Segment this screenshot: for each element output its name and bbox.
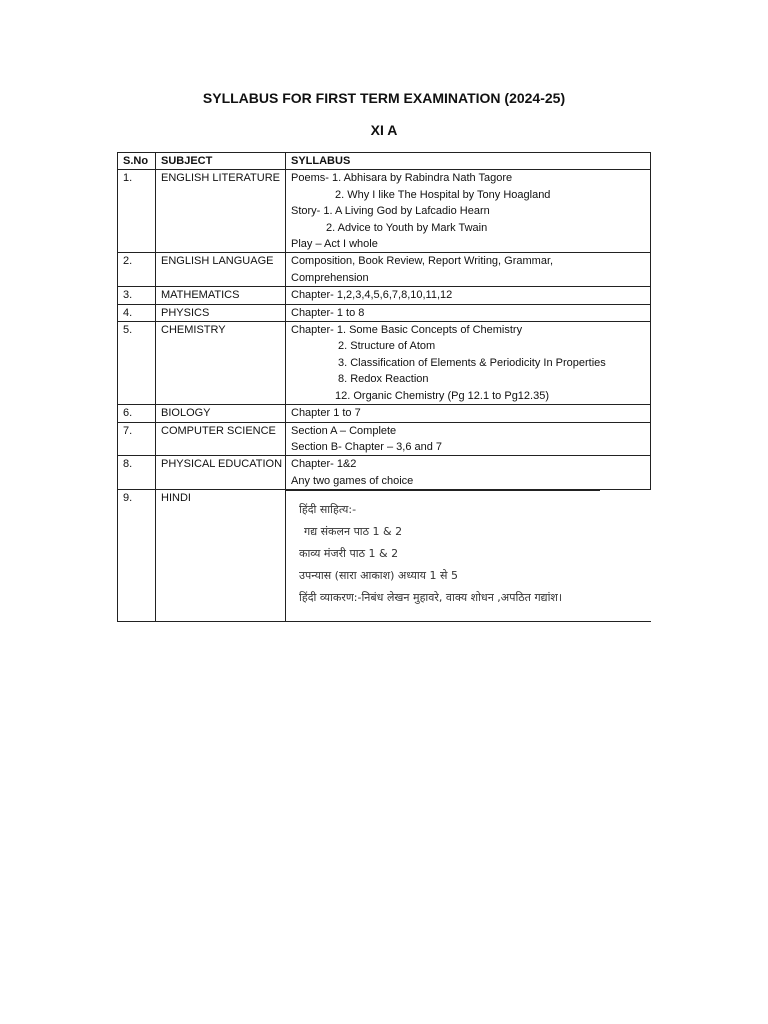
row-syllabus (286, 170, 651, 253)
row-syllabus (286, 405, 651, 422)
row-subject: CHEMISTRY (156, 322, 286, 405)
header-sno: S.No (118, 153, 156, 170)
row-syllabus (286, 304, 651, 321)
row-subject: PHYSICS (156, 304, 286, 321)
row-subject: MATHEMATICS (156, 287, 286, 304)
syllabus-line: हिंदी व्याकरण:-निबंध लेखन मुहावरे, वाक्य शोधन ,अपठित गद्यांश। (299, 591, 563, 605)
table-row (118, 253, 651, 287)
row-subject: COMPUTER SCIENCE (156, 422, 286, 456)
syllabus-line: Comprehension (291, 271, 369, 284)
table-row (118, 287, 651, 304)
syllabus-line: Section A – Complete (291, 424, 397, 437)
row-subject: ENGLISH LITERATURE (156, 170, 286, 253)
row-sno: 8. (118, 456, 156, 490)
syllabus-line: उपन्यास (सारा आकाश) अध्याय 1 से 5 (299, 569, 458, 583)
table-row (118, 322, 651, 405)
row-sno: 3. (118, 287, 156, 304)
syllabus-line: 3. Classification of Elements & Periodicity In Properties (338, 356, 606, 369)
syllabus-line: काव्य मंजरी पाठ 1 & 2 (299, 547, 399, 561)
row-sno: 1. (118, 170, 156, 253)
table-row (118, 170, 651, 253)
row-sno: 6. (118, 405, 156, 422)
syllabus-table (117, 152, 651, 622)
row-sno: 4. (118, 304, 156, 321)
row-subject: ENGLISH LANGUAGE (156, 253, 286, 287)
row-sno: 7. (118, 422, 156, 456)
row-sno: 9. (118, 490, 156, 622)
row-syllabus (286, 287, 651, 304)
row-syllabus (286, 456, 651, 490)
table-header-row (118, 153, 651, 170)
row-syllabus (286, 253, 651, 287)
table-row (118, 456, 651, 490)
table-row (118, 490, 651, 622)
syllabus-line: 2. Advice to Youth by Mark Twain (326, 221, 488, 234)
syllabus-line: 8. Redox Reaction (338, 373, 429, 386)
row-syllabus (286, 422, 651, 456)
header-syllabus: SYLLABUS (286, 153, 651, 170)
syllabus-line: 12. Organic Chemistry (Pg 12.1 to Pg12.35) (335, 389, 549, 402)
syllabus-line: Chapter 1 to 7 (291, 407, 361, 420)
row-subject: HINDI (156, 490, 286, 622)
header-subject: SUBJECT (156, 153, 286, 170)
class-heading: XI A (370, 122, 398, 138)
syllabus-line: गद्य संकलन पाठ 1 & 2 (304, 525, 403, 539)
syllabus-line: Chapter- 1. Some Basic Concepts of Chemistry (291, 324, 523, 337)
table-row (118, 405, 651, 422)
table-row (118, 304, 651, 321)
row-subject: PHYSICAL EDUCATION (156, 456, 286, 490)
syllabus-line: Section B- Chapter – 3,6 and 7 (291, 440, 443, 453)
syllabus-line: Composition, Book Review, Report Writing, Grammar, (291, 255, 554, 268)
document-title: SYLLABUS FOR FIRST TERM EXAMINATION (2024-25) (202, 90, 566, 106)
syllabus-line: Chapter- 1 to 8 (291, 306, 365, 319)
syllabus-line: हिंदी साहित्य:- (299, 503, 357, 517)
syllabus-line: Poems- 1. Abhisara by Rabindra Nath Tagore (291, 172, 513, 185)
syllabus-line: Any two games of choice (291, 474, 414, 487)
row-sno: 5. (118, 322, 156, 405)
syllabus-line: Chapter- 1&2 (291, 458, 357, 471)
table-row (118, 422, 651, 456)
row-subject: BIOLOGY (156, 405, 286, 422)
hindi-syllabus-image (286, 490, 600, 621)
syllabus-line: 2. Structure of Atom (338, 340, 436, 353)
syllabus-line: Story- 1. A Living God by Lafcadio Hearn (291, 205, 490, 218)
row-sno: 2. (118, 253, 156, 287)
row-syllabus (286, 490, 651, 622)
syllabus-line: 2. Why I like The Hospital by Tony Hoagland (335, 188, 551, 201)
row-syllabus (286, 322, 651, 405)
syllabus-line: Play – Act I whole (291, 238, 378, 251)
syllabus-line: Chapter- 1,2,3,4,5,6,7,8,10,11,12 (291, 289, 453, 302)
